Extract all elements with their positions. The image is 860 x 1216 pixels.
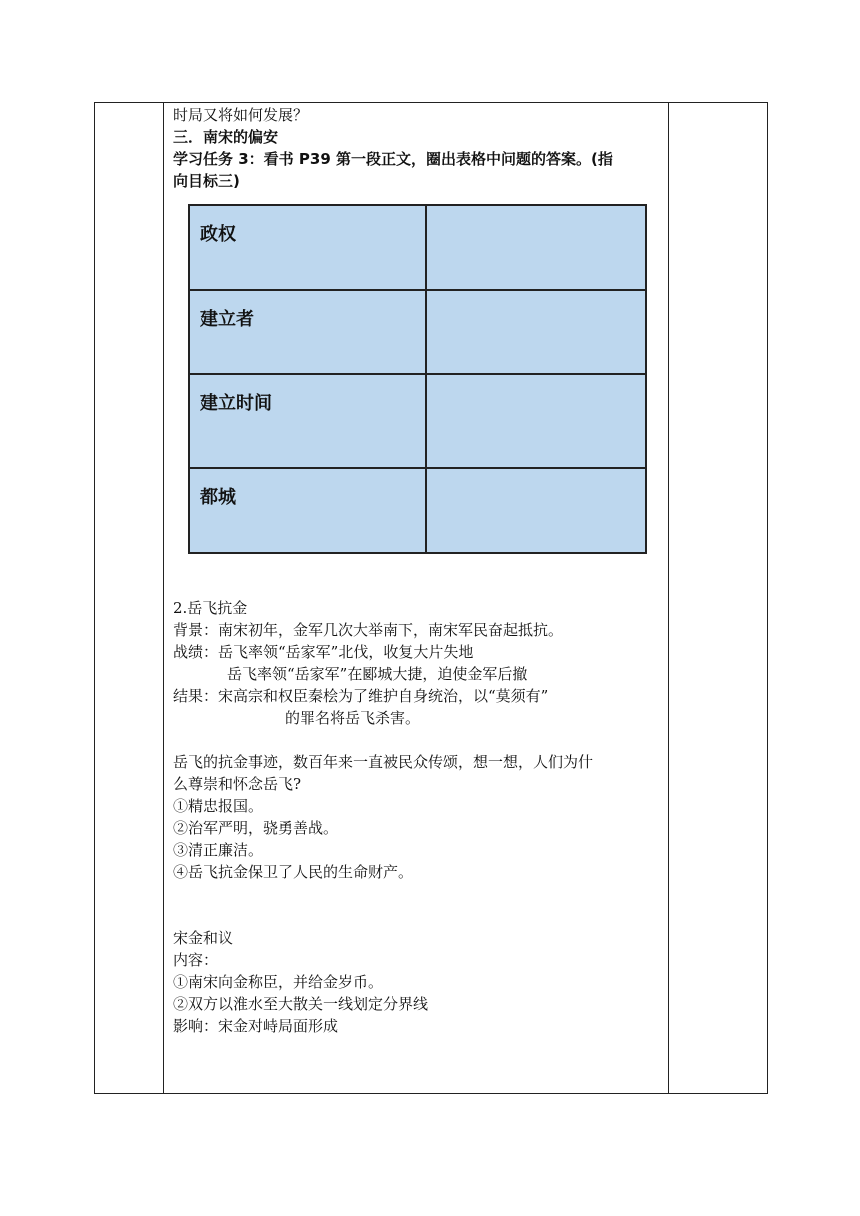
row-label: 都城 — [189, 468, 426, 553]
row-label: 政权 — [189, 205, 426, 290]
section-heading: 三．南宋的偏安 — [173, 128, 279, 146]
table-row — [189, 290, 646, 374]
question-table — [188, 204, 647, 554]
yuefei-result-1: 结果：宋高宗和权臣秦桧为了维护自身统治，以“莫须有” — [173, 687, 549, 705]
task-line-1: 学习任务 3：看书 P39 第一段正文，圈出表格中问题的答案。(指 — [173, 150, 613, 168]
column-divider-left — [163, 102, 164, 1094]
yuefei-achievement-2: 岳飞率领“岳家军”在郾城大捷，迫使金军后撤 — [227, 665, 528, 683]
question-line-1: 岳飞的抗金事迹，数百年来一直被民众传颂，想一想，人们为什 — [173, 753, 594, 771]
peace-item: ①南宋向金称臣，并给金岁币。 — [173, 973, 384, 991]
row-answer[interactable] — [426, 374, 646, 468]
answer-item: ①精忠报国。 — [173, 797, 264, 815]
yuefei-section — [173, 597, 663, 1037]
table-row — [189, 468, 646, 553]
answer-item: ②治军严明，骁勇善战。 — [173, 819, 339, 837]
question-line-2: 么尊崇和怀念岳飞? — [173, 775, 302, 793]
peace-title: 宋金和议 — [173, 929, 234, 947]
table-row — [189, 205, 646, 290]
task-line-2: 向目标三) — [173, 172, 240, 190]
row-answer[interactable] — [426, 290, 646, 374]
yuefei-result-2: 的罪名将岳飞杀害。 — [285, 709, 421, 727]
intro-line: 时局又将如何发展？ — [173, 106, 309, 124]
peace-item: ②双方以淮水至大散关一线划定分界线 — [173, 995, 429, 1013]
yuefei-background: 背景：南宋初年，金军几次大举南下，南宋军民奋起抵抗。 — [173, 621, 564, 639]
row-label: 建立时间 — [189, 374, 426, 468]
column-divider-right — [668, 102, 669, 1094]
peace-impact: 影响：宋金对峙局面形成 — [173, 1017, 339, 1035]
yuefei-achievement-1: 战绩：岳飞率领“岳家军”北伐，收复大片失地 — [173, 643, 474, 661]
answer-item: ③清正廉洁。 — [173, 841, 264, 859]
answer-item: ④岳飞抗金保卫了人民的生命财产。 — [173, 863, 414, 881]
peace-content-label: 内容： — [173, 951, 219, 969]
main-content — [173, 104, 663, 192]
table-row — [189, 374, 646, 468]
row-answer[interactable] — [426, 468, 646, 553]
yuefei-title: 2.岳飞抗金 — [173, 599, 248, 617]
row-answer[interactable] — [426, 205, 646, 290]
row-label: 建立者 — [189, 290, 426, 374]
